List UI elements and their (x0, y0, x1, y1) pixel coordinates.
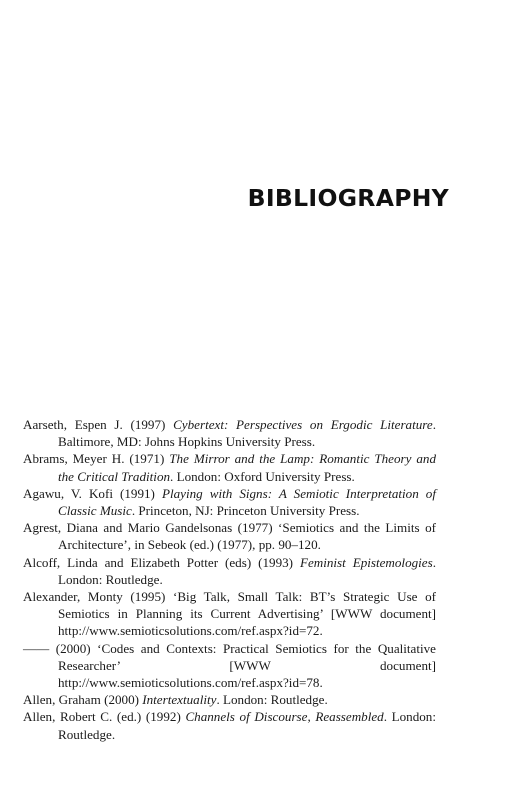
entry-title: Channels of Discourse, Reassembled (185, 709, 384, 725)
entry-text: . Baltimore, MD: Johns Hopkins University Press. (58, 417, 436, 450)
entry-text: Aarseth, Espen J. (1997) (23, 417, 174, 432)
entry-title: Feminist Epistemologies (299, 554, 433, 570)
entry-text: . Princeton, NJ: Princeton University Press. (131, 503, 360, 519)
entry-text: Allen, Robert C. (ed.) (1992) (23, 709, 186, 725)
bibliography-entry (23, 691, 436, 708)
chapter-heading: BIBLIOGRAPHY (247, 184, 449, 212)
bibliography-entry (23, 588, 436, 640)
entry-title: Cybertext: Perspectives on Ergodic Literature (173, 417, 433, 432)
bibliography-entry (23, 485, 436, 519)
entry-text: Abrams, Meyer H. (1971) (23, 451, 170, 467)
bibliography-entry (23, 640, 436, 692)
entry-text: Alexander, Monty (1995) ‘Big Talk, Small Talk: BT’s Strategic Use of Semiotics in Planning its Current Advertising’ [WWW document] http://www.semioticsolutions.com/ref.aspx?id=72. (23, 589, 436, 639)
entry-text: . London: Routledge. (58, 554, 436, 587)
entry-text: Agrest, Diana and Mario Gandelsonas (1977) ‘Semiotics and the Limits of Architecture’, in Sebeok (ed.) (1977), pp. 90–120. (23, 520, 436, 553)
bibliography-entry (23, 416, 436, 450)
entry-title: Intertextuality (142, 692, 217, 708)
entry-title: Playing with Signs: A Semiotic Interpretation of Classic Music (58, 485, 436, 519)
entry-text: Agawu, V. Kofi (1991) (23, 485, 162, 501)
bibliography-entry (23, 554, 436, 588)
entry-text: Allen, Graham (2000) (23, 692, 143, 708)
bibliography-entry (23, 708, 436, 742)
entry-text: . London: Routledge. (216, 692, 328, 708)
entry-text: . London: Routledge. (58, 709, 436, 742)
bibliography-entry (23, 519, 436, 553)
bibliography-entry (23, 450, 436, 484)
bibliography-list (23, 416, 436, 743)
entry-title: The Mirror and the Lamp: Romantic Theory and the Critical Tradition (58, 451, 436, 484)
entry-text: Alcoff, Linda and Elizabeth Potter (eds) (1993) (23, 554, 300, 570)
entry-text: . London: Oxford University Press. (170, 468, 355, 484)
entry-text: —— (2000) ‘Codes and Contexts: Practical Semiotics for the Qualitative Researcher’ [WWW document] http://www.semioticsolutions.com/ref.aspx?id=78. (23, 640, 436, 691)
